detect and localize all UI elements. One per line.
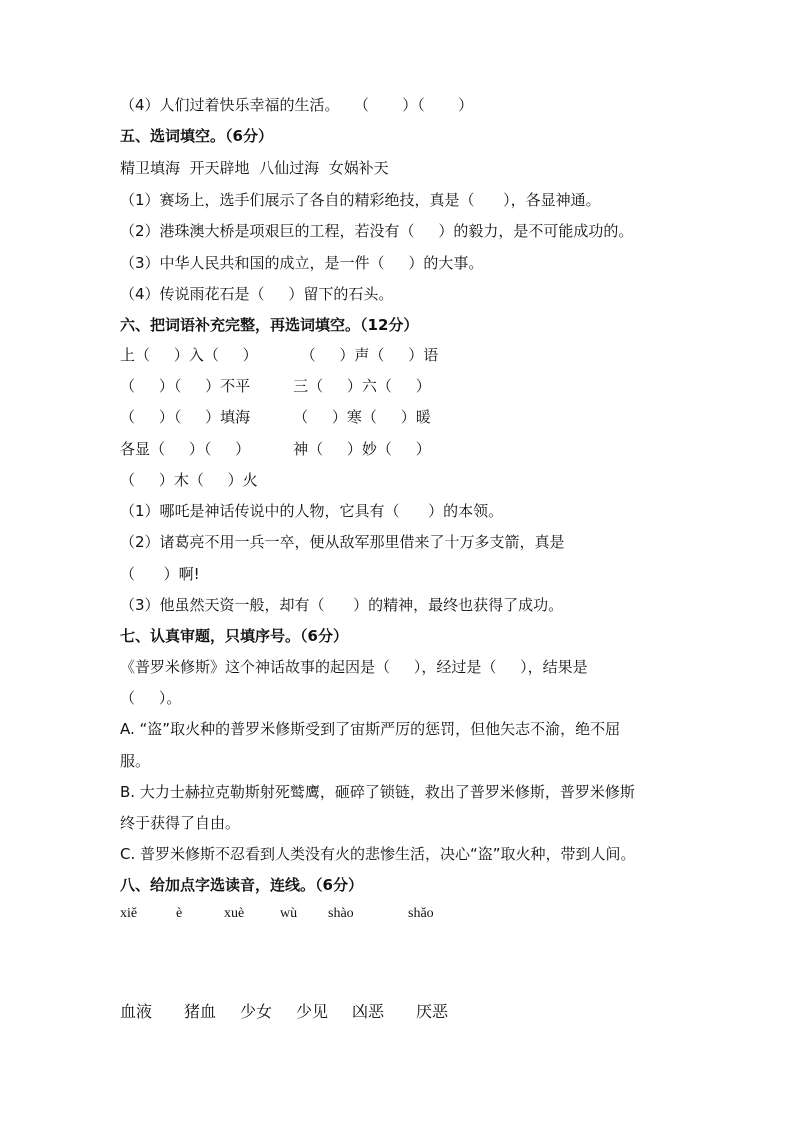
- pinyin-xue: xuè: [224, 906, 245, 921]
- pinyin-wu: wù: [280, 906, 298, 921]
- q6-1: （1）哪吒是神话传说中的人物，它具有（ ）的本领。: [120, 502, 504, 520]
- idiom-row-3: （ ）（ ）填海 （ ）寒（ ）暖: [120, 408, 431, 426]
- section-5-heading: 五、选词填空。（6分）: [120, 127, 273, 145]
- option-a-cont: 服。: [120, 752, 151, 770]
- pinyin-shao3: shǎo: [408, 906, 434, 921]
- word-yanwu: 厌恶: [416, 1002, 449, 1021]
- word-xionge: 凶恶: [352, 1002, 385, 1021]
- idiom-row-2: （ ）（ ）不平 三（ ）六（ ）: [120, 377, 431, 395]
- q7-stem-cont: （ ）。: [120, 689, 182, 707]
- word-xueye: 血液: [120, 1002, 153, 1021]
- word-bank: 精卫填海 开天辟地 八仙过海 女娲补天: [120, 159, 389, 177]
- q6-2: （2）诸葛亮不用一兵一卒，便从敌军那里借来了十万多支箭，真是: [120, 533, 565, 551]
- pinyin-shao4: shào: [328, 906, 354, 921]
- idiom-row-4: 各显（ ）（ ） 神（ ）妙（ ）: [120, 440, 431, 458]
- option-c: C. 普罗米修斯不忍看到人类没有火的悲惨生活，决心“盗”取火种，带到人间。: [120, 845, 636, 863]
- q5-1: （1）赛场上，选手们展示了各自的精彩绝技，真是（ ），各显神通。: [120, 191, 601, 209]
- q4-1-line: （4）人们过着快乐幸福的生活。 （ ）（ ）: [120, 96, 474, 114]
- q6-2-cont: （ ）啊!: [120, 565, 200, 583]
- idiom-row-5: （ ）木（ ）火: [120, 471, 258, 489]
- word-zhuxue: 猪血: [184, 1002, 217, 1021]
- word-shaonv: 少女: [240, 1002, 273, 1021]
- option-a: A. “盗”取火种的普罗米修斯受到了宙斯严厉的惩罚，但他矢志不渝，绝不屈: [120, 720, 621, 738]
- section-6-heading: 六、把词语补充完整，再选词填空。（12分）: [120, 316, 419, 334]
- pinyin-e: è: [176, 906, 183, 921]
- q5-3: （3）中华人民共和国的成立，是一件（ ）的大事。: [120, 254, 484, 272]
- q6-3: （3）他虽然天资一般，却有（ ）的精神，最终也获得了成功。: [120, 596, 564, 614]
- pinyin-xie: xiě: [120, 906, 138, 921]
- q7-stem: 《普罗米修斯》这个神话故事的起因是（ ），经过是（ ），结果是: [120, 658, 588, 676]
- section-8-heading: 八、给加点字选读音，连线。（6分）: [120, 876, 363, 894]
- q5-4: （4）传说雨花石是（ ）留下的石头。: [120, 285, 394, 303]
- word-shaojian: 少见: [296, 1002, 329, 1021]
- option-b: B. 大力士赫拉克勒斯射死鹫鹰，砸碎了锁链，救出了普罗米修斯，普罗米修斯: [120, 783, 635, 801]
- idiom-row-1: 上（ ）入（ ） （ ）声（ ）语: [120, 346, 439, 364]
- section-7-heading: 七、认真审题，只填序号。（6分）: [120, 627, 348, 645]
- q5-2: （2）港珠澳大桥是项艰巨的工程，若没有（ ）的毅力，是不可能成功的。: [120, 222, 634, 240]
- option-b-cont: 终于获得了自由。: [120, 814, 241, 832]
